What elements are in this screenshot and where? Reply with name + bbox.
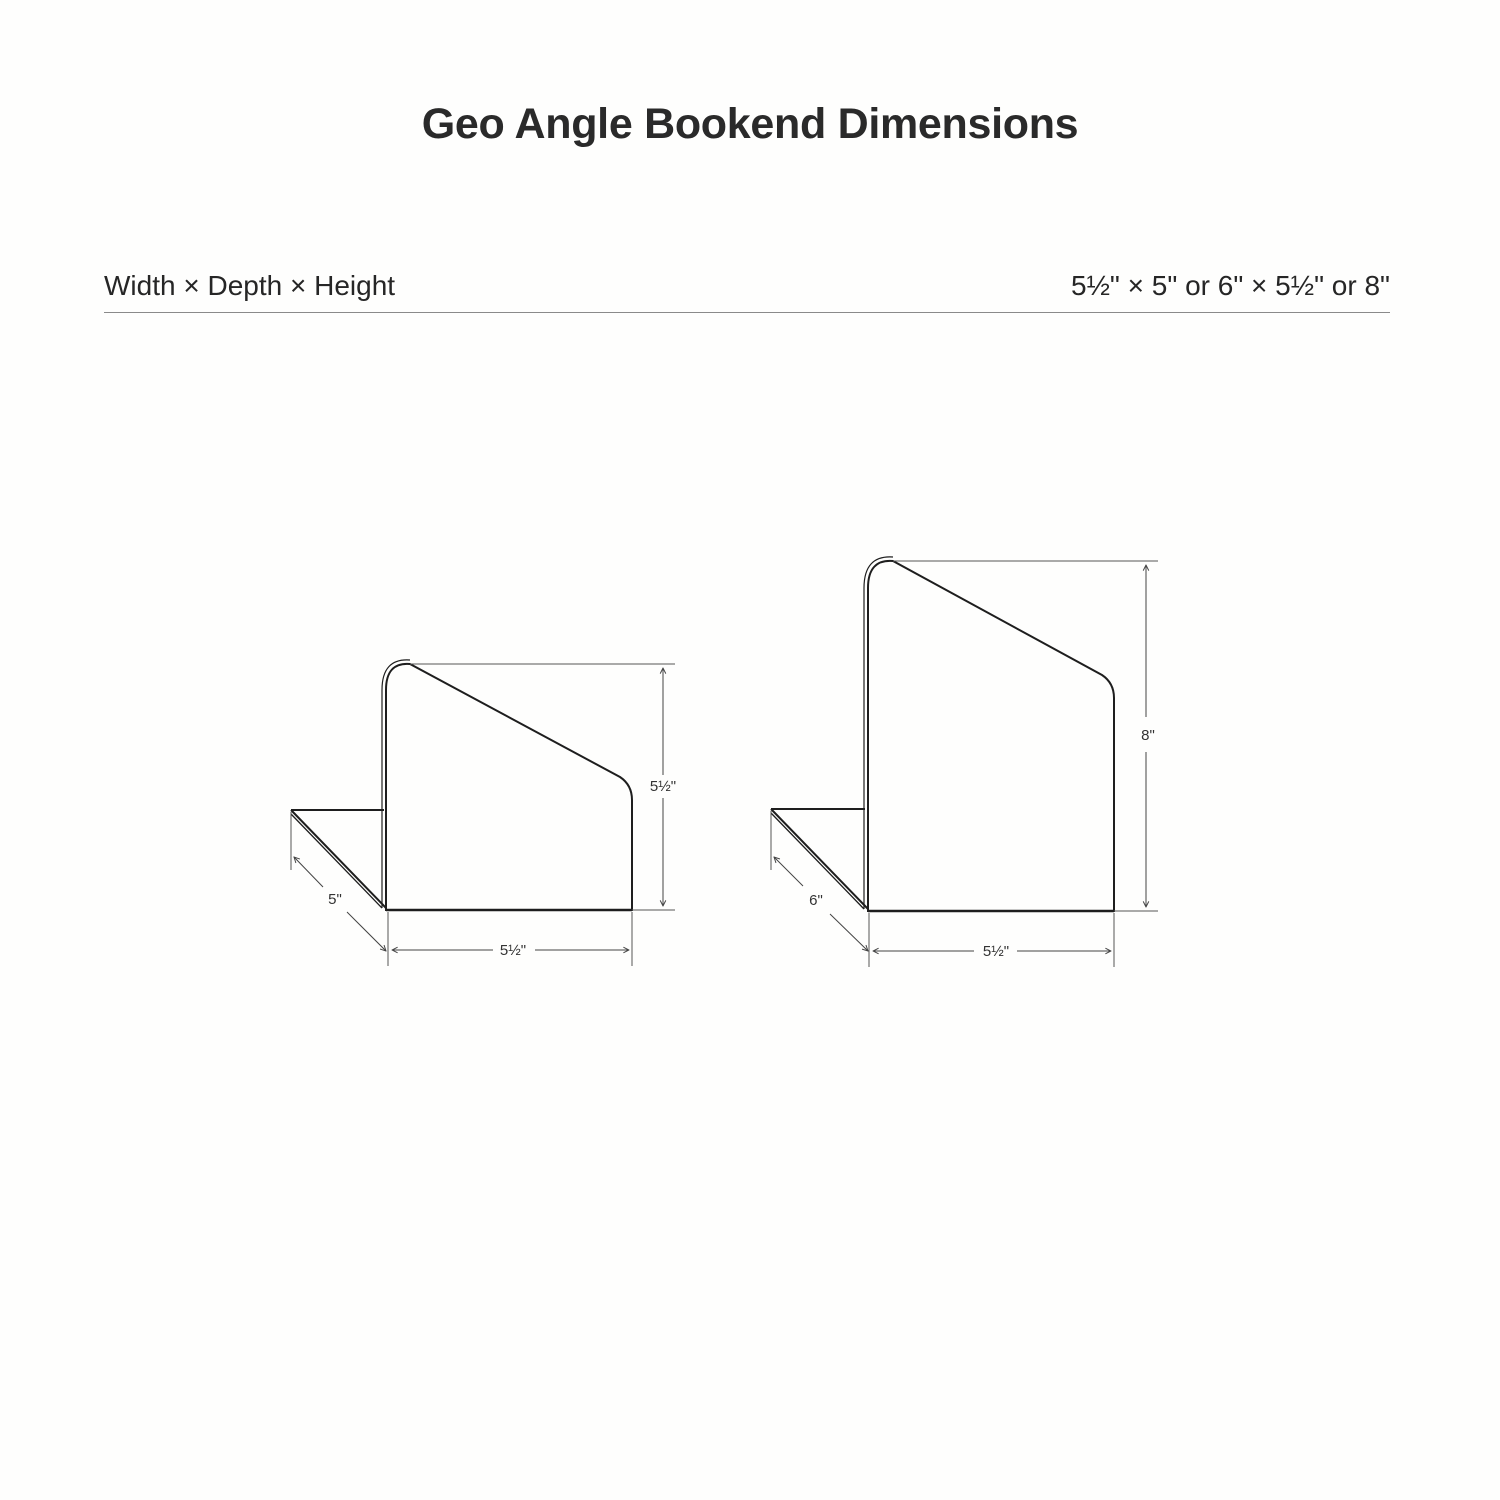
small-height-label: 5½" xyxy=(649,778,677,795)
spec-label: Width × Depth × Height xyxy=(104,270,396,301)
small-depth-label: 5" xyxy=(328,891,342,908)
large-width-label: 5½" xyxy=(982,943,1010,960)
small-width-label: 5½" xyxy=(499,942,527,959)
large-depth-label: 6" xyxy=(809,892,823,909)
large-height-label: 8" xyxy=(1141,727,1155,744)
small-upright-panel xyxy=(386,664,632,910)
spec-value: 5½" × 5" or 6" × 5½" or 8" xyxy=(1071,270,1390,301)
large-upright-panel xyxy=(868,561,1114,911)
small-bookend-drawing xyxy=(291,660,675,966)
large-bookend-drawing xyxy=(771,557,1158,967)
page-title: Geo Angle Bookend Dimensions xyxy=(421,100,1079,148)
